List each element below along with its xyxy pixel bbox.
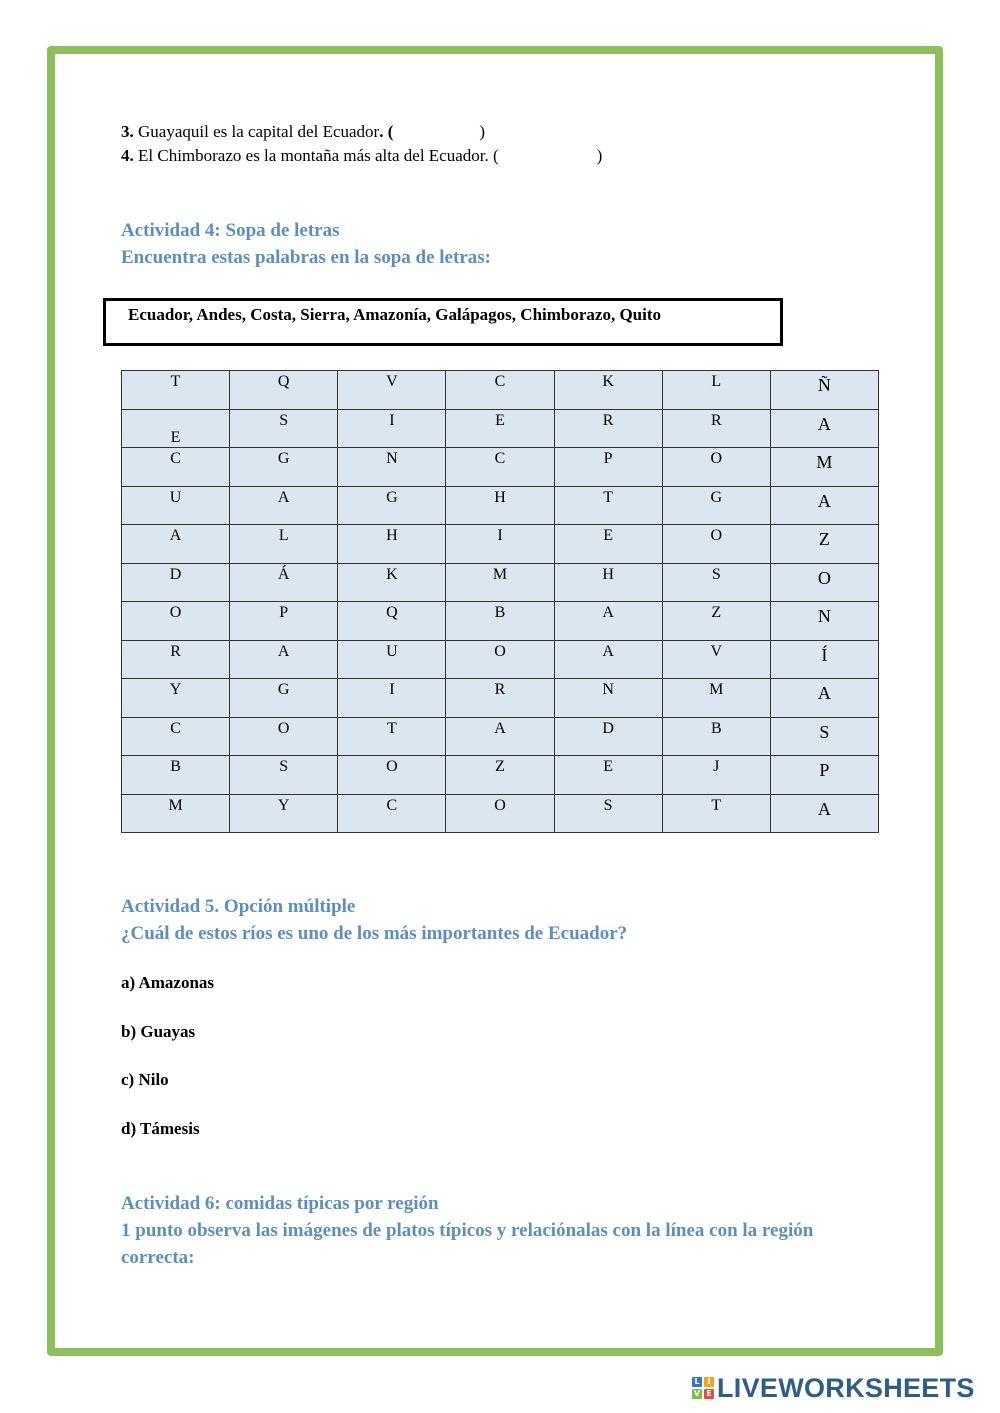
grid-row (122, 486, 879, 525)
grid-cell[interactable]: I (338, 679, 446, 718)
grid-cell[interactable]: S (230, 756, 338, 795)
grid-cell[interactable]: Y (122, 679, 230, 718)
activity4-title: Actividad 4: Sopa de letras (121, 220, 340, 241)
grid-cell[interactable]: C (122, 717, 230, 756)
option-b[interactable]: b) Guayas (121, 1022, 196, 1041)
grid-cell[interactable]: Z (770, 525, 878, 564)
grid-cell[interactable]: K (338, 563, 446, 602)
grid-row (122, 602, 879, 641)
grid-cell[interactable]: O (446, 640, 554, 679)
grid-cell[interactable]: H (446, 486, 554, 525)
grid-cell[interactable]: V (338, 371, 446, 410)
statement-text: Guayaquil es la capital del Ecuador (138, 122, 380, 141)
grid-cell[interactable]: O (230, 717, 338, 756)
grid-cell[interactable]: Y (230, 794, 338, 833)
grid-cell[interactable]: I (338, 409, 446, 448)
grid-cell[interactable]: M (770, 448, 878, 487)
grid-cell[interactable]: I (446, 525, 554, 564)
grid-cell[interactable]: A (446, 717, 554, 756)
statement-4: 4. El Chimborazo es la montaña más alta del Ecuador. ( ) (121, 146, 603, 165)
grid-cell[interactable]: A (770, 409, 878, 448)
grid-cell[interactable]: O (122, 602, 230, 641)
word-search-grid (121, 370, 879, 833)
grid-row (122, 679, 879, 718)
liveworksheets-logo (692, 1373, 975, 1403)
grid-cell[interactable]: L (230, 525, 338, 564)
grid-row (122, 794, 879, 833)
grid-cell[interactable]: G (662, 486, 770, 525)
word-list-box (103, 298, 783, 346)
option-d[interactable]: d) Támesis (121, 1119, 200, 1138)
grid-cell[interactable]: E (122, 409, 230, 448)
grid-cell[interactable]: H (554, 563, 662, 602)
grid-row (122, 717, 879, 756)
grid-cell[interactable]: Z (662, 602, 770, 641)
grid-cell[interactable]: R (554, 409, 662, 448)
grid-cell[interactable]: R (446, 679, 554, 718)
grid-cell[interactable]: A (770, 486, 878, 525)
grid-cell[interactable]: O (662, 448, 770, 487)
grid-row (122, 756, 879, 795)
grid-cell[interactable]: H (338, 525, 446, 564)
grid-row (122, 409, 879, 448)
grid-cell[interactable]: Á (230, 563, 338, 602)
grid-cell[interactable]: A (554, 602, 662, 641)
grid-cell[interactable]: G (230, 448, 338, 487)
grid-cell[interactable]: G (230, 679, 338, 718)
grid-cell[interactable]: C (122, 448, 230, 487)
grid-row (122, 640, 879, 679)
grid-cell[interactable]: E (554, 525, 662, 564)
grid-cell[interactable]: T (122, 371, 230, 410)
grid-cell[interactable]: O (338, 756, 446, 795)
activity4-instruction: Encuentra estas palabras en la sopa de letras: (121, 247, 491, 268)
grid-cell[interactable]: R (122, 640, 230, 679)
grid-cell[interactable]: G (338, 486, 446, 525)
grid-cell[interactable]: T (554, 486, 662, 525)
grid-cell[interactable]: U (338, 640, 446, 679)
grid-cell[interactable]: K (554, 371, 662, 410)
grid-cell[interactable]: Q (230, 371, 338, 410)
statement-3: 3. Guayaquil es la capital del Ecuador. ( ) (121, 122, 486, 141)
activity6-instruction-cont: correcta: (121, 1247, 195, 1268)
activity5-question: ¿Cuál de estos ríos es uno de los más importantes de Ecuador? (121, 923, 628, 944)
grid-cell[interactable]: Q (338, 602, 446, 641)
activity5-title: Actividad 5. Opción múltiple (121, 896, 356, 917)
option-c[interactable]: c) Nilo (121, 1070, 169, 1089)
word-list: Ecuador, Andes, Costa, Sierra, Amazonía, Galápagos, Chimborazo, Quito (128, 305, 662, 324)
grid-cell[interactable]: N (770, 602, 878, 641)
grid-cell[interactable]: M (122, 794, 230, 833)
grid-cell[interactable]: A (230, 640, 338, 679)
grid-row (122, 371, 879, 410)
grid-cell[interactable]: C (338, 794, 446, 833)
grid-cell[interactable]: S (770, 717, 878, 756)
grid-row (122, 448, 879, 487)
grid-cell[interactable]: D (122, 563, 230, 602)
activity6-title: Actividad 6: comidas típicas por región (121, 1193, 439, 1214)
grid-cell[interactable]: Í (770, 640, 878, 679)
grid-cell[interactable]: A (770, 794, 878, 833)
grid-cell[interactable]: A (122, 525, 230, 564)
grid-cell[interactable]: M (446, 563, 554, 602)
grid-cell[interactable]: R (662, 409, 770, 448)
statement-text: El Chimborazo es la montaña más alta del Ecuador. ( (138, 146, 499, 165)
grid-cell[interactable]: A (554, 640, 662, 679)
grid-cell[interactable]: O (770, 563, 878, 602)
grid-cell[interactable]: E (446, 409, 554, 448)
grid-cell[interactable]: T (338, 717, 446, 756)
logo-text: LIVEWORKSHEETS (717, 1372, 975, 1403)
grid-cell[interactable]: Ñ (770, 371, 878, 410)
grid-cell[interactable]: A (230, 486, 338, 525)
activity6-instruction: 1 punto observa las imágenes de platos típicos y relaciónalas con la línea con la región (121, 1220, 814, 1241)
grid-cell[interactable]: B (446, 602, 554, 641)
logo-badge-icon: L I V E (692, 1377, 714, 1399)
grid-cell[interactable]: S (230, 409, 338, 448)
grid-cell[interactable]: B (122, 756, 230, 795)
grid-cell[interactable]: C (446, 371, 554, 410)
grid-row (122, 525, 879, 564)
grid-row (122, 563, 879, 602)
grid-cell[interactable]: L (662, 371, 770, 410)
grid-cell[interactable]: S (662, 563, 770, 602)
grid-cell[interactable]: B (662, 717, 770, 756)
statement-number: 4. (121, 146, 134, 165)
grid-cell[interactable]: U (122, 486, 230, 525)
grid-cell[interactable]: A (770, 679, 878, 718)
grid-cell[interactable]: J (662, 756, 770, 795)
grid-cell[interactable]: Z (446, 756, 554, 795)
grid-cell[interactable]: E (554, 756, 662, 795)
statement-number: 3. (121, 122, 134, 141)
grid-cell[interactable]: P (230, 602, 338, 641)
grid-cell[interactable]: N (554, 679, 662, 718)
grid-cell[interactable]: T (662, 794, 770, 833)
grid-cell[interactable]: V (662, 640, 770, 679)
grid-cell[interactable]: D (554, 717, 662, 756)
grid-cell[interactable]: O (446, 794, 554, 833)
grid-cell[interactable]: N (338, 448, 446, 487)
grid-cell[interactable]: M (662, 679, 770, 718)
grid-cell[interactable]: P (770, 756, 878, 795)
option-a[interactable]: a) Amazonas (121, 973, 215, 992)
grid-cell[interactable]: O (662, 525, 770, 564)
grid-cell[interactable]: S (554, 794, 662, 833)
grid-cell[interactable]: C (446, 448, 554, 487)
grid-cell[interactable]: P (554, 448, 662, 487)
